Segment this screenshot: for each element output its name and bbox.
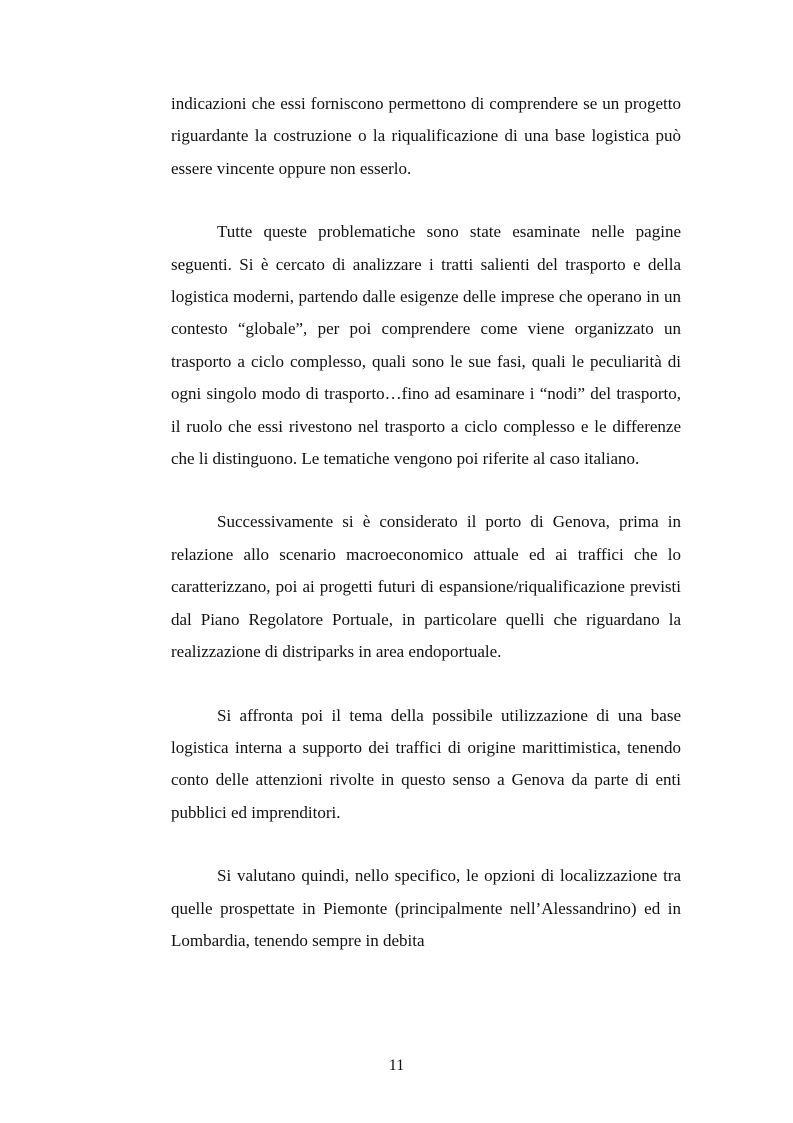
paragraph-localizzazione: Si valutano quindi, nello specifico, le opzioni di localizzazione tra quelle prospettate in Piemonte (principalmente nell’Alessandrino) ed in Lombardia, tenendo sempre in debita [171, 866, 681, 950]
paragraph-porto-genova: Successivamente si è considerato il porto di Genova, prima in relazione allo scenario macroeconomico attuale ed ai traffici che lo caratterizzano, poi ai progetti futuri di espansione/riqualificazione previsti dal Piano Regolatore Portuale, in particolare quelli che riguardano la realizzazione di distriparks in area endoportuale. [171, 512, 681, 662]
paragraph-continued: indicazioni che essi forniscono permettono di comprendere se un progetto riguardante la costruzione o la riqualificazione di una base logistica può essere vincente oppure non esserlo. [171, 94, 681, 178]
paragraph-problematiche: Tutte queste problematiche sono state esaminate nelle pagine seguenti. Si è cercato di analizzare i tratti salienti del trasporto e della logistica moderni, partendo dalle esigenze delle imprese che operano in un contesto “globale”, per poi comprendere come viene organizzato un trasporto a ciclo complesso, quali sono le sue fasi, quali le peculiarità di ogni singolo modo di trasporto…fino ad esaminare i “nodi” del trasporto, il ruolo che essi rivestono nel trasporto a ciclo complesso e le differenze che li distinguono. Le tematiche vengono poi riferite al caso italiano. [171, 222, 681, 469]
body-text [171, 88, 681, 957]
page-number: 11 [388, 1057, 405, 1074]
paragraph-base-logistica: Si affronta poi il tema della possibile utilizzazione di una base logistica interna a supporto dei traffici di origine marittimistica, tenendo conto delle attenzioni rivolte in questo senso a Genova da parte di enti pubblici ed imprenditori. [171, 705, 681, 822]
